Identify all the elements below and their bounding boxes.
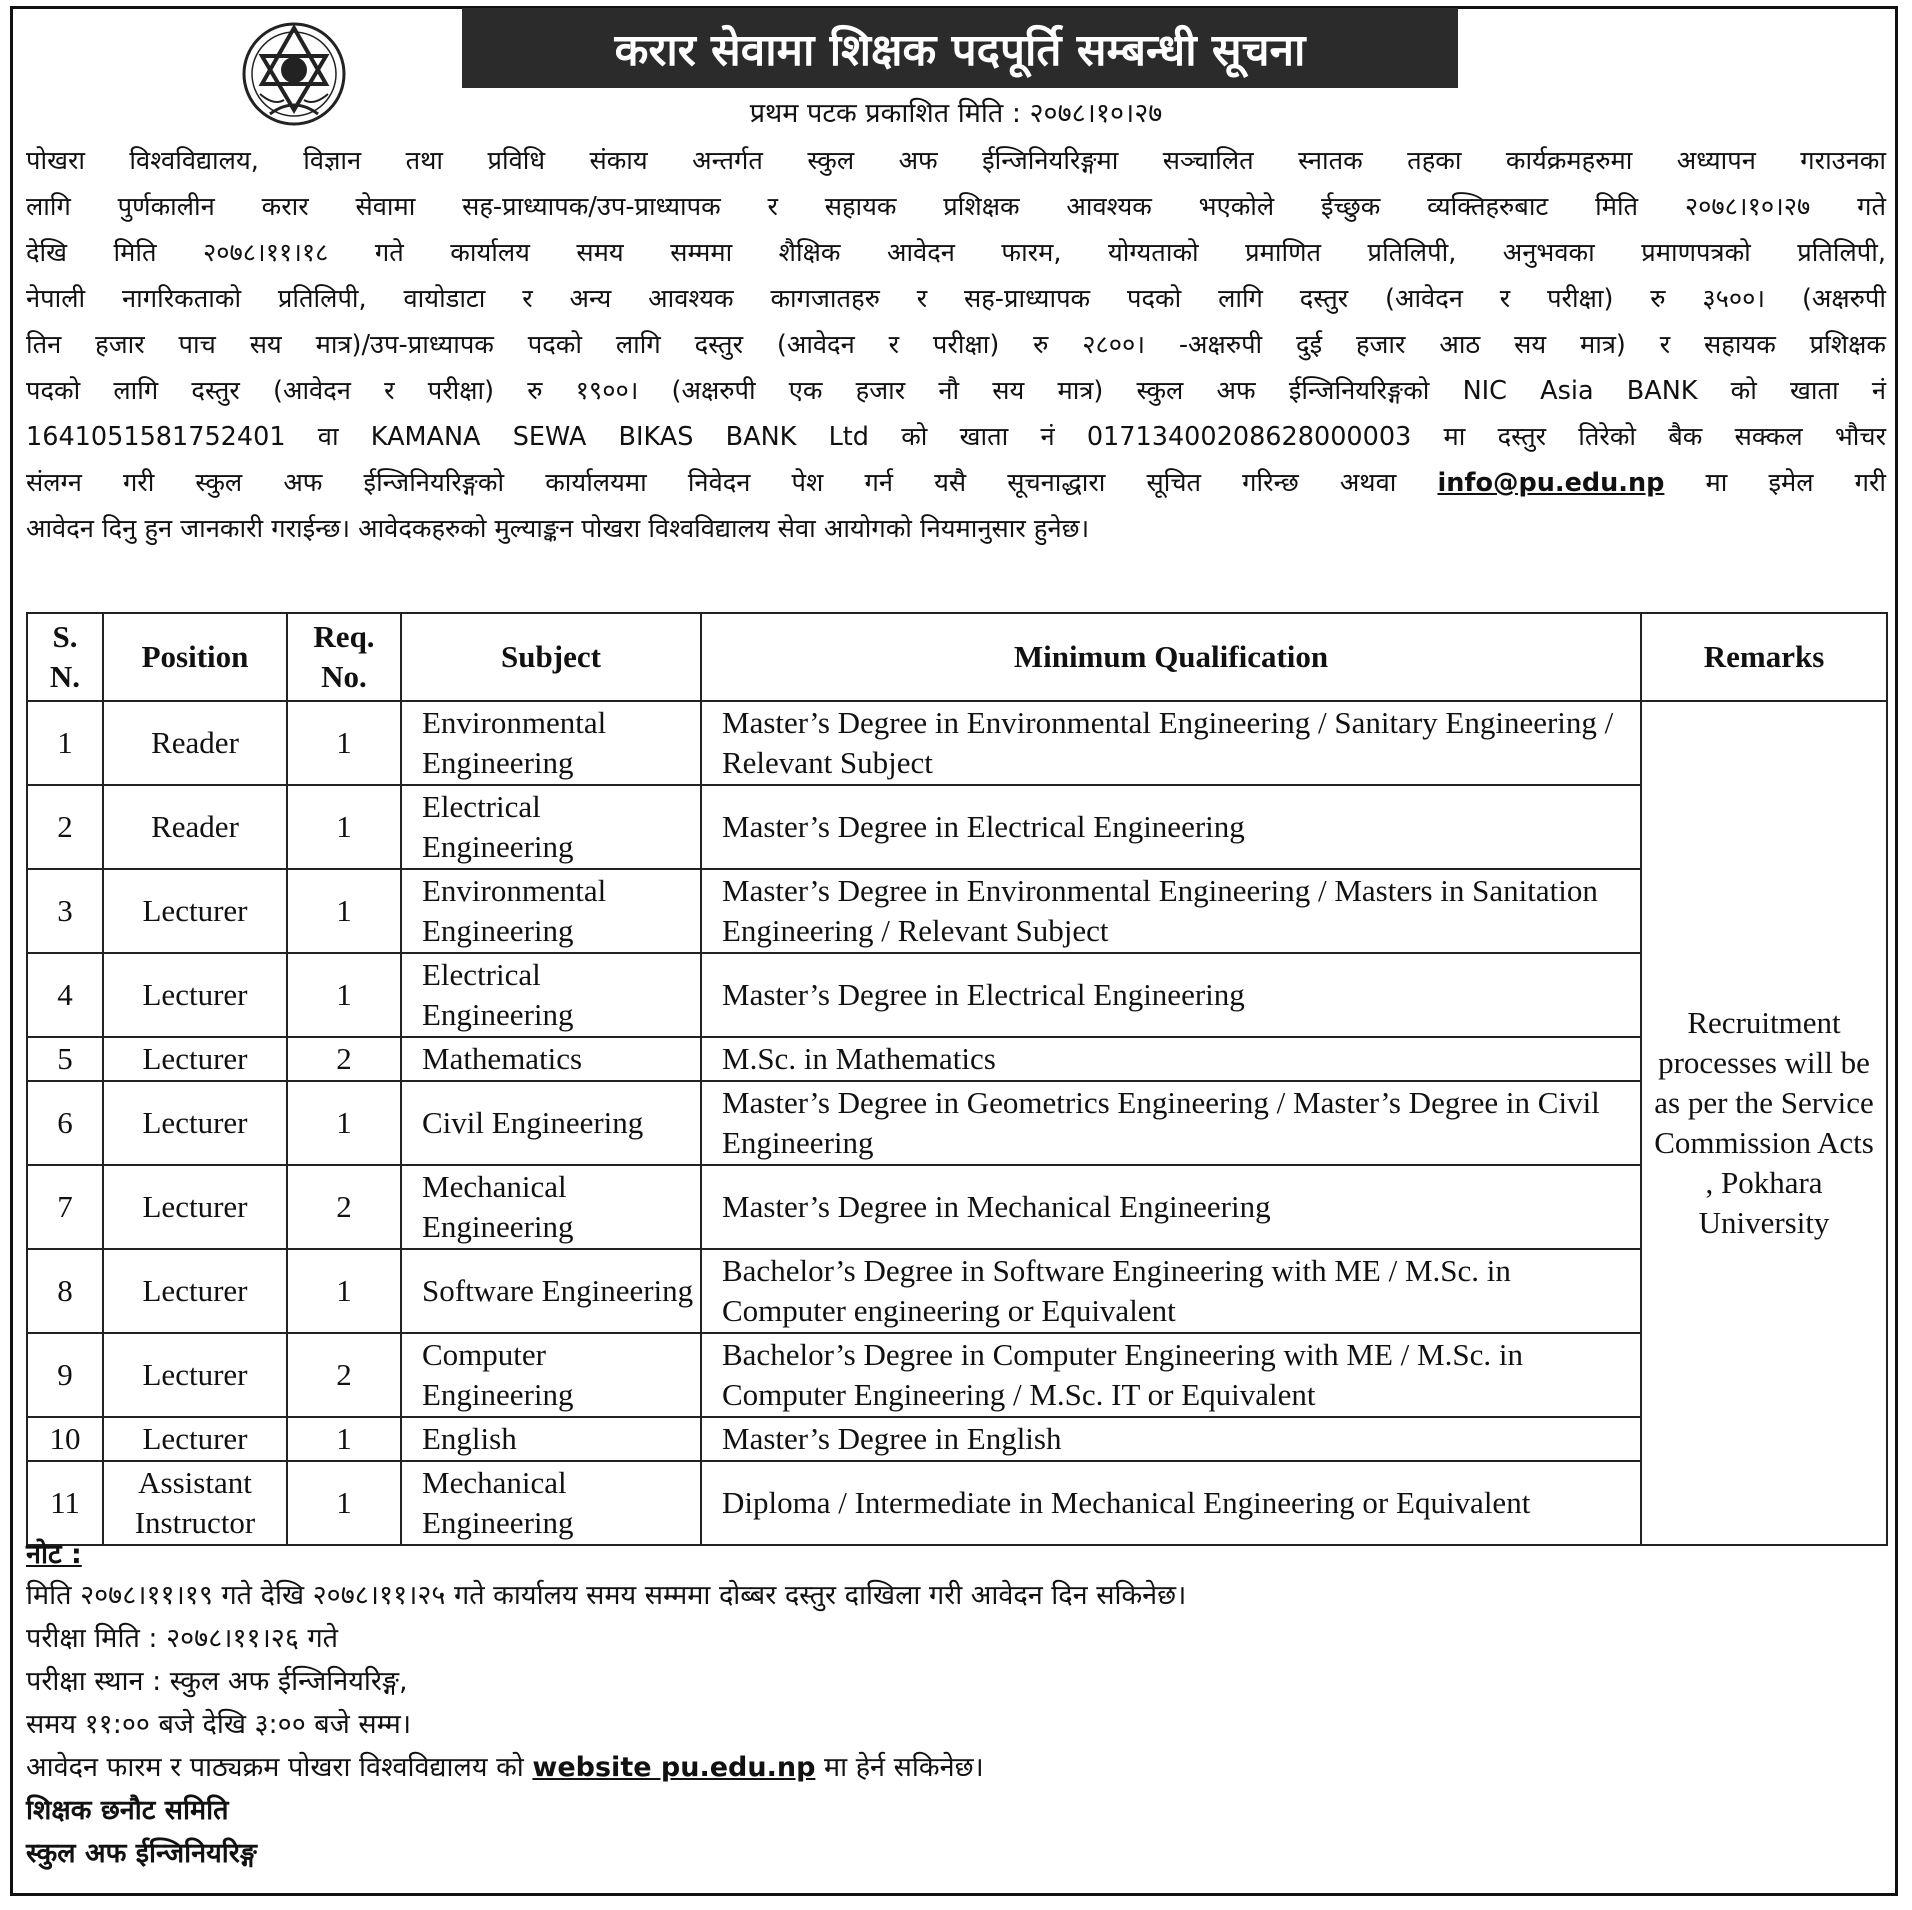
cell-subject: Electrical Engineering bbox=[401, 785, 701, 869]
table-row bbox=[27, 1165, 1887, 1249]
table-row bbox=[27, 1333, 1887, 1417]
cell-qualification: Bachelor’s Degree in Computer Engineering with ME / M.Sc. in Computer Engineering / M.Sc. IT or Equivalent bbox=[701, 1333, 1641, 1417]
cell-qualification: Master’s Degree in Electrical Engineering bbox=[701, 785, 1641, 869]
intro-line: देखि मिति २०७८।११।१८ गते कार्यालय समय सम्ममा शैक्षिक आवेदन फारम, योग्यताको प्रमाणित प्रतिलिपी, अनुभवका प्रमाणपत्रको प्रतिलिपी, bbox=[26, 238, 1886, 268]
note-line: परीक्षा स्थान : स्कुल अफ ईन्जिनियरिङ्ग, bbox=[26, 1666, 408, 1697]
cell-req: 2 bbox=[287, 1165, 401, 1249]
cell-qualification: Diploma / Intermediate in Mechanical Engineering or Equivalent bbox=[701, 1461, 1641, 1545]
cell-req: 1 bbox=[287, 785, 401, 869]
cell-subject: Civil Engineering bbox=[401, 1081, 701, 1165]
cell-qualification: Master’s Degree in English bbox=[701, 1417, 1641, 1461]
cell-subject: Environmental Engineering bbox=[401, 701, 701, 785]
cell-req: 1 bbox=[287, 953, 401, 1037]
intro-line: 1641051581752401 वा KAMANA SEWA BIKAS BANK Ltd को खाता नं 01713400208628000003 मा दस्तुर तिरेको बैक सक्कल भौचर bbox=[26, 422, 1886, 452]
notes-section bbox=[26, 1540, 1886, 1875]
cell-subject: Mechanical Engineering bbox=[401, 1165, 701, 1249]
signatory-committee: शिक्षक छनौट समिति bbox=[26, 1795, 229, 1826]
cell-req: 1 bbox=[287, 869, 401, 953]
cell-subject: Electrical Engineering bbox=[401, 953, 701, 1037]
intro-line: लागि पुर्णकालीन करार सेवामा सह-प्राध्यापक/उप-प्राध्यापक र सहायक प्रशिक्षक आवश्यक भएकोले ईच्छुक व्यक्तिहरुबाट मिति २०७८।१०।२७ गते bbox=[26, 192, 1886, 222]
intro-line: आवेदन दिनु हुन जानकारी गराईन्छ। आवेदकहरुको मुल्याङ्कन पोखरा विश्वविद्यालय सेवा आयोगको नियमानुसार हुनेछ। bbox=[26, 514, 1090, 544]
intro-line: पदको लागि दस्तुर (आवेदन र परीक्षा) रु १९००। (अक्षरुपी एक हजार नौ सय मात्र) स्कुल अफ ईन्जिनियरिङ्गको NIC Asia BANK को खाता नं bbox=[26, 376, 1886, 406]
cell-sn: 2 bbox=[27, 785, 103, 869]
note-text: मा हेर्न सकिनेछ। bbox=[824, 1752, 984, 1783]
cell-req: 1 bbox=[287, 1417, 401, 1461]
cell-subject: Software Engineering bbox=[401, 1249, 701, 1333]
cell-sn: 5 bbox=[27, 1037, 103, 1081]
header-remarks: Remarks bbox=[1641, 613, 1887, 701]
intro-paragraph bbox=[26, 138, 1886, 552]
cell-qualification: Master’s Degree in Mechanical Engineering bbox=[701, 1165, 1641, 1249]
note-text: आवेदन फारम र पाठ्यक्रम पोखरा विश्वविद्यालय को bbox=[26, 1752, 524, 1783]
table-row bbox=[27, 785, 1887, 869]
publication-date-line bbox=[0, 96, 1912, 132]
cell-qualification: Master’s Degree in Geometrics Engineering / Master’s Degree in Civil Engineering bbox=[701, 1081, 1641, 1165]
table-row bbox=[27, 869, 1887, 953]
cell-qualification: Bachelor’s Degree in Software Engineering with ME / M.Sc. in Computer engineering or Equivalent bbox=[701, 1249, 1641, 1333]
cell-req: 1 bbox=[287, 701, 401, 785]
cell-qualification: M.Sc. in Mathematics bbox=[701, 1037, 1641, 1081]
cell-sn: 1 bbox=[27, 701, 103, 785]
cell-subject: English bbox=[401, 1417, 701, 1461]
table-row bbox=[27, 1249, 1887, 1333]
cell-sn: 8 bbox=[27, 1249, 103, 1333]
intro-line-email bbox=[26, 460, 1886, 506]
cell-subject: Computer Engineering bbox=[401, 1333, 701, 1417]
cell-position: Lecturer bbox=[103, 1417, 287, 1461]
cell-position: Lecturer bbox=[103, 869, 287, 953]
notes-heading: नोट : bbox=[26, 1539, 82, 1570]
signatory-school: स्कुल अफ ईन्जिनियरिङ्ग bbox=[26, 1838, 257, 1869]
cell-sn: 7 bbox=[27, 1165, 103, 1249]
note-line: परीक्षा मिति : २०७८।११।२६ गते bbox=[26, 1623, 339, 1654]
table-row bbox=[27, 1417, 1887, 1461]
publication-date-label: प्रथम पटक प्रकाशित मिति : bbox=[749, 98, 1021, 129]
cell-qualification: Master’s Degree in Electrical Engineering bbox=[701, 953, 1641, 1037]
cell-subject: Mechanical Engineering bbox=[401, 1461, 701, 1545]
email-link[interactable]: info@pu.edu.np bbox=[1437, 468, 1665, 498]
header-qualification: Minimum Qualification bbox=[701, 613, 1641, 701]
cell-sn: 4 bbox=[27, 953, 103, 1037]
intro-line: तिन हजार पाच सय मात्र)/उप-प्राध्यापक पदको लागि दस्तुर (आवेदन र परीक्षा) रु २८००। -अक्षरुपी दुई हजार आठ सय मात्र) र सहायक प्रशिक्षक bbox=[26, 330, 1886, 360]
cell-qualification: Master’s Degree in Environmental Engineering / Masters in Sanitation Engineering / Relevant Subject bbox=[701, 869, 1641, 953]
cell-req: 2 bbox=[287, 1037, 401, 1081]
cell-position: Lecturer bbox=[103, 1165, 287, 1249]
cell-remarks: Recruitment processes will be as per the Service Commission Acts , Pokhara University bbox=[1641, 701, 1887, 1545]
table-header-row bbox=[27, 613, 1887, 701]
cell-req: 2 bbox=[287, 1333, 401, 1417]
cell-position: Lecturer bbox=[103, 953, 287, 1037]
cell-sn: 11 bbox=[27, 1461, 103, 1545]
notice-title: करार सेवामा शिक्षक पदपूर्ति सम्बन्धी सूचना bbox=[462, 8, 1458, 88]
table-row bbox=[27, 1461, 1887, 1545]
cell-position: Lecturer bbox=[103, 1037, 287, 1081]
intro-line: पोखरा विश्वविद्यालय, विज्ञान तथा प्रविधि संकाय अन्तर्गत स्कुल अफ ईन्जिनियरिङ्गमा सञ्चालित स्नातक तहका कार्यक्रमहरुमा अध्यापन गराउनका bbox=[26, 146, 1886, 176]
header-position: Position bbox=[103, 613, 287, 701]
website-link[interactable]: website pu.edu.np bbox=[532, 1752, 816, 1783]
cell-req: 1 bbox=[287, 1081, 401, 1165]
cell-position: Lecturer bbox=[103, 1249, 287, 1333]
intro-line: नेपाली नागरिकताको प्रतिलिपी, वायोडाटा र अन्य आवश्यक कागजातहरु र सह-प्राध्यापक पदको लागि दस्तुर (आवेदन र परीक्षा) रु ३५००। (अक्षरुपी bbox=[26, 284, 1886, 314]
note-line: मिति २०७८।११।१९ गते देखि २०७८।११।२५ गते कार्यालय समय सम्ममा दोब्बर दस्तुर दाखिला गरी आवेदन दिन सकिनेछ। bbox=[26, 1580, 1187, 1611]
note-line-website bbox=[26, 1746, 1886, 1789]
cell-req: 1 bbox=[287, 1461, 401, 1545]
header-sn: S. N. bbox=[27, 613, 103, 701]
cell-subject: Environmental Engineering bbox=[401, 869, 701, 953]
cell-qualification: Master’s Degree in Environmental Engineering / Sanitary Engineering / Relevant Subject bbox=[701, 701, 1641, 785]
cell-position: Reader bbox=[103, 785, 287, 869]
table-row bbox=[27, 953, 1887, 1037]
table-row bbox=[27, 1081, 1887, 1165]
cell-position: Lecturer bbox=[103, 1081, 287, 1165]
cell-position: Lecturer bbox=[103, 1333, 287, 1417]
table-row bbox=[27, 1037, 1887, 1081]
publication-date-value: २०७८।१०।२७ bbox=[1029, 98, 1163, 129]
cell-position: Assistant Instructor bbox=[103, 1461, 287, 1545]
header-subject: Subject bbox=[401, 613, 701, 701]
intro-text: संलग्न गरी स्कुल अफ ईन्जिनियरिङ्गको कार्यालयमा निवेदन पेश गर्न यसै सूचनाद्धारा सूचित गरिन्छ अथवा bbox=[26, 468, 1397, 498]
cell-sn: 3 bbox=[27, 869, 103, 953]
cell-sn: 6 bbox=[27, 1081, 103, 1165]
cell-req: 1 bbox=[287, 1249, 401, 1333]
cell-sn: 9 bbox=[27, 1333, 103, 1417]
intro-text: मा इमेल गरी bbox=[1705, 468, 1887, 498]
cell-position: Reader bbox=[103, 701, 287, 785]
header-req-no: Req. No. bbox=[287, 613, 401, 701]
vacancy-table bbox=[26, 612, 1888, 1546]
table-row bbox=[27, 701, 1887, 785]
note-line: समय ११:०० बजे देखि ३:०० बजे सम्म। bbox=[26, 1709, 412, 1740]
cell-sn: 10 bbox=[27, 1417, 103, 1461]
cell-subject: Mathematics bbox=[401, 1037, 701, 1081]
